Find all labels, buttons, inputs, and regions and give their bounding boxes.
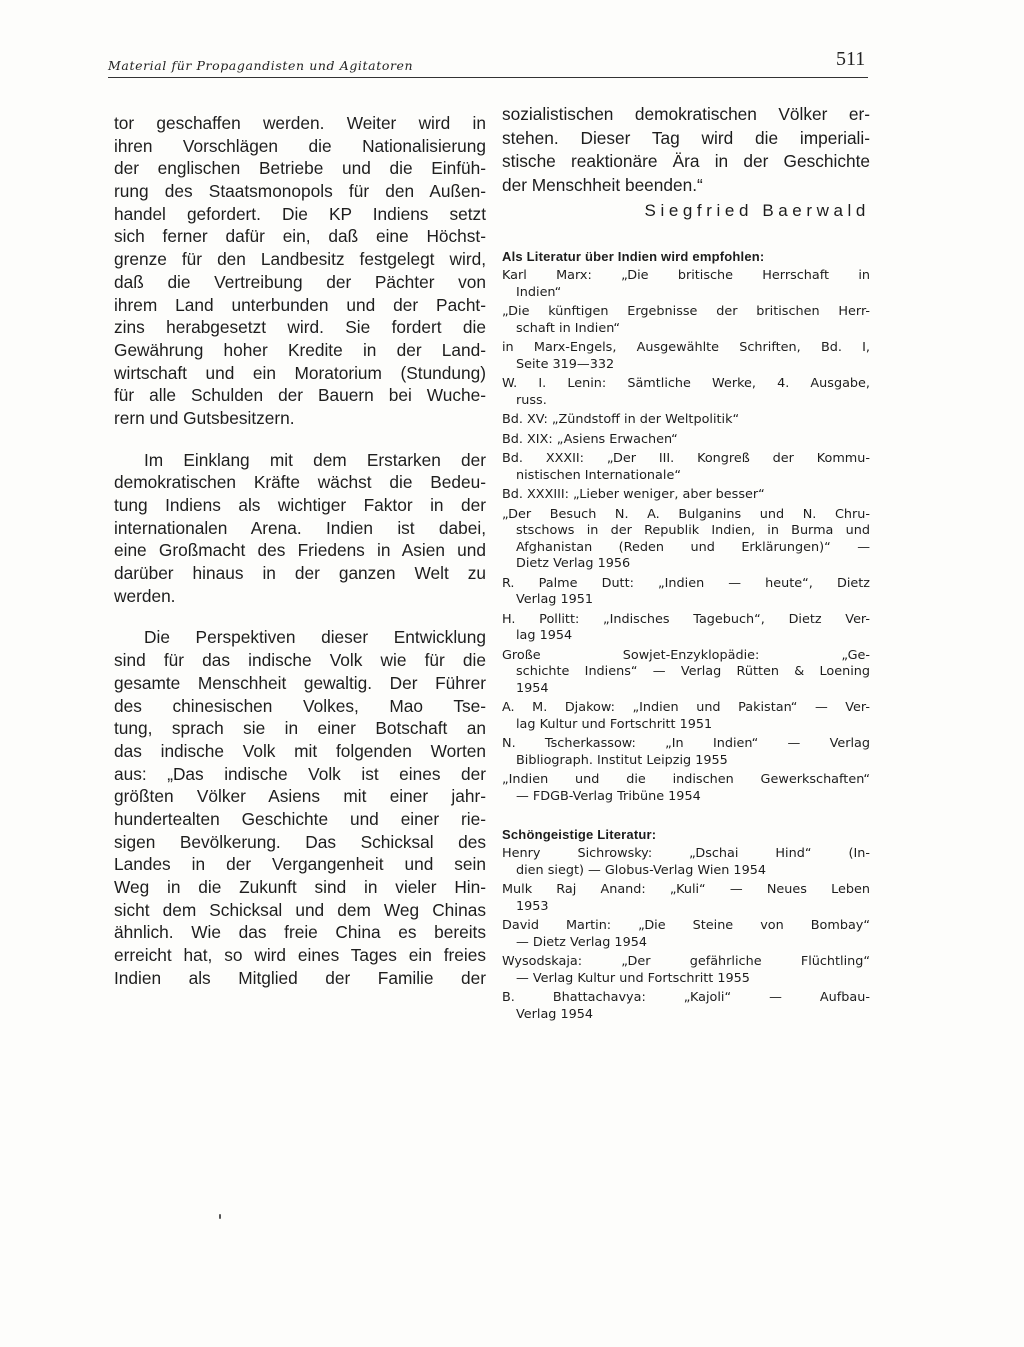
literature-entry: [502, 648, 870, 698]
body-paragraph: [114, 626, 486, 989]
reference-text-line: Mulk Raj Anand: „Kuli“ — Neues Leben: [502, 882, 870, 897]
reference-text-line: Bd. XXXII: „Der III. Kongreß der Kommu-: [502, 451, 870, 466]
body-text-line: darüber hinaus in der ganzen Welt zu: [114, 563, 486, 584]
body-text-line: Weg in die Zukunft sind in vieler Hin-: [114, 877, 486, 897]
fiction-entry: [502, 846, 870, 879]
literature-entry: [502, 451, 870, 484]
body-text-line: ähnlich. Wie das freie China es bereits: [114, 922, 486, 943]
reference-text-line: H. Pollitt: „Indisches Tagebuch“, Dietz Ver-: [502, 611, 870, 627]
literature-entry: [502, 412, 870, 429]
literature-entry: [502, 268, 870, 301]
body-text-line: grenze für den Landbesitz festgelegt wird,: [114, 249, 486, 270]
reference-text-line: David Martin: „Die Steine von Bombay“: [502, 918, 870, 933]
reference-text-line: N. Tscherkassow: „In Indien“ — Verlag: [502, 736, 870, 751]
right-column: [502, 103, 870, 1026]
body-text-line: größten Völker Asiens mit einer jahr-: [114, 786, 486, 807]
body-text-line: ihrem Land unterbunden und der Pacht-: [114, 294, 486, 315]
reference-text-line: „Die künftigen Ergebnisse der britischen Herr-: [502, 304, 870, 319]
literature-entry: [502, 340, 870, 373]
reference-text-line: schichte Indiens“ — Verlag Rütten & Loening: [516, 664, 870, 679]
body-text-line: zins herabgesetzt wird. Sie fordert die: [114, 317, 486, 338]
reference-text-line: W. I. Lenin: Sämtliche Werke, 4. Ausgabe,: [502, 376, 870, 391]
header-rule: [108, 77, 868, 78]
paragraph-gap: [114, 607, 486, 626]
reference-text-line: nistischen Internationale“: [516, 467, 681, 483]
fiction-entry: [502, 954, 870, 987]
body-text-line: sind für das indische Volk wie für die: [114, 650, 486, 671]
reference-text-line: 1953: [516, 898, 549, 914]
reference-text-line: „Der Besuch N. A. Bulganins und N. Chru-: [502, 506, 870, 522]
body-paragraph: [114, 112, 486, 430]
literature-entry: [502, 700, 870, 733]
body-text-line: werden.: [114, 585, 176, 606]
body-text-line: gesamte Menschheit gewaltig. Der Führer: [114, 672, 486, 693]
body-text-line: der englischen Betriebe und die Einfüh-: [114, 158, 486, 179]
reference-text-line: Karl Marx: „Die britische Herrschaft in: [502, 268, 870, 283]
body-text-line: Gewährung hoher Kredite in der Land-: [114, 339, 486, 360]
reference-text-line: B. Bhattachavya: „Kajoli“ — Aufbau-: [502, 990, 870, 1005]
body-paragraph: [114, 449, 486, 608]
reference-text-line: russ.: [516, 392, 547, 408]
article-author: Siegfried Baerwald: [644, 201, 870, 220]
reference-text-line: Bd. XXXIII: „Lieber weniger, aber besser“: [502, 487, 765, 502]
body-text-line: das indische Volk mit folgenden Worten: [114, 740, 486, 761]
reference-text-line: Afghanistan (Reden und Erklärungen)“ —: [516, 539, 870, 555]
quote-text-line: der Menschheit beenden.“: [502, 174, 703, 195]
quote-text-line: sozialistischen demokratischen Völker er-: [502, 104, 870, 124]
body-text-line: hundertealten Geschichte und einer rie-: [114, 808, 486, 829]
fiction-entry: [502, 882, 870, 915]
body-text-line: tung, sprach sie in einer Botschaft an: [114, 718, 486, 739]
body-text-line: erreicht hat, so wird eines Tages ein freies: [114, 945, 486, 966]
quote-text-line: stehen. Dieser Tag wird die imperiali-: [502, 127, 870, 148]
body-text-line: aus: „Das indische Volk ist eines der: [114, 763, 486, 784]
reference-text-line: Henry Sichrowsky: „Dschai Hind“ (In-: [502, 846, 870, 861]
body-text-line: rern und Gutsbesitzern.: [114, 407, 295, 428]
body-text-line: eine Großmacht des Friedens in Asien und: [114, 540, 486, 561]
body-text-line: tung Indiens als wichtiger Faktor in der: [114, 495, 486, 515]
literature-entry: [502, 507, 870, 573]
reference-text-line: Dietz Verlag 1956: [516, 556, 631, 571]
body-text-line: tor geschaffen werden. Weiter wird in: [114, 113, 486, 133]
reference-text-line: Bd. XV: „Zündstoff in der Weltpolitik“: [502, 412, 740, 427]
body-text-line: sich ferner dafür ein, daß eine Höchst-: [114, 226, 486, 247]
left-column: [114, 112, 486, 989]
body-text-line: Die Perspektiven dieser Entwicklung: [144, 627, 486, 648]
literature-entry: [502, 487, 870, 504]
literature-entry: [502, 304, 870, 337]
reference-text-line: R. Palme Dutt: „Indien — heute“, Dietz: [502, 575, 870, 591]
reference-text-line: Verlag 1951: [516, 592, 594, 607]
fiction-list: [502, 846, 870, 1023]
literature-entry: [502, 736, 870, 769]
body-text-line: für alle Schulden der Bauern bei Wuche-: [114, 385, 486, 406]
reference-text-line: Seite 319—332: [516, 356, 615, 372]
reference-text-line: „Indien und die indischen Gewerkschaften“: [502, 772, 870, 787]
body-text-line: handel gefordert. Die KP Indiens setzt: [114, 203, 486, 224]
body-text-line: demokratischen Kräfte wächst die Bedeu-: [114, 472, 486, 493]
reference-text-line: Große Sowjet-Enzyklopädie: „Ge-: [502, 647, 870, 663]
reference-text-line: Wysodskaja: „Der gefährliche Flüchtling“: [502, 954, 870, 969]
literature-entry: [502, 576, 870, 609]
body-text-line: sigen Bevölkerung. Das Schicksal des: [114, 831, 486, 852]
literature-list: [502, 268, 870, 805]
print-speck: [219, 1214, 221, 1219]
fiction-entry: [502, 918, 870, 951]
reference-text-line: Bibliograph. Institut Leipzig 1955: [516, 752, 728, 768]
reference-text-line: Bd. XIX: „Asiens Erwachen“: [502, 431, 678, 447]
reference-text-line: 1954: [516, 680, 549, 696]
page-number: 511: [836, 48, 866, 70]
reference-text-line: in Marx-Engels, Ausgewählte Schriften, Bd. I,: [502, 340, 870, 355]
reference-text-line: lag 1954: [516, 628, 573, 643]
reference-text-line: A. M. Djakow: „Indien und Pakistan“ — Ver-: [502, 700, 870, 715]
reference-text-line: — Verlag Kultur und Fortschritt 1955: [516, 970, 750, 986]
reference-text-line: schaft in Indien“: [516, 320, 620, 336]
body-text-line: rung des Staatsmonopols für den Außen-: [114, 181, 486, 202]
body-text-line: internationalen Arena. Indien ist dabei,: [114, 517, 486, 538]
body-text-line: Landes in der Vergangenheit und sein: [114, 854, 486, 875]
body-text-line: des chinesischen Volkes, Mao Tse-: [114, 695, 486, 716]
reference-text-line: — Dietz Verlag 1954: [516, 934, 647, 950]
literature-entry: [502, 772, 870, 805]
quote-text-line: stische reaktionäre Ära in der Geschichte: [502, 151, 870, 171]
literature-entry: [502, 432, 870, 449]
running-title: Material für Propagandisten und Agitatoren: [108, 58, 414, 73]
literature-heading: Als Literatur über Indien wird empfohlen:: [502, 249, 765, 264]
reference-text-line: Verlag 1954: [516, 1006, 594, 1022]
paragraph-gap: [114, 430, 486, 449]
literature-entry: [502, 376, 870, 409]
body-text-line: daß die Vertreibung der Pächter von: [114, 271, 486, 292]
fiction-entry: [502, 990, 870, 1023]
fiction-heading: Schöngeistige Literatur:: [502, 827, 657, 842]
reference-text-line: Indien“: [516, 284, 562, 300]
reference-text-line: stschows in der Republik Indien, in Burma und: [516, 523, 870, 538]
literature-entry: [502, 612, 870, 645]
body-text-line: ihren Vorschlägen die Nationalisierung: [114, 135, 486, 156]
body-text-line: wirtschaft und ein Moratorium (Stundung): [114, 362, 486, 383]
body-text-line: Im Einklang mit dem Erstarken der: [144, 449, 486, 470]
quote-continuation: [502, 103, 870, 197]
body-text-line: Indien als Mitglied der Familie der: [114, 967, 486, 988]
reference-text-line: lag Kultur und Fortschritt 1951: [516, 716, 713, 732]
reference-text-line: dien siegt) — Globus-Verlag Wien 1954: [516, 862, 766, 878]
reference-text-line: — FDGB-Verlag Tribüne 1954: [516, 788, 701, 804]
body-text-line: sicht dem Schicksal und dem Weg Chinas: [114, 899, 486, 920]
